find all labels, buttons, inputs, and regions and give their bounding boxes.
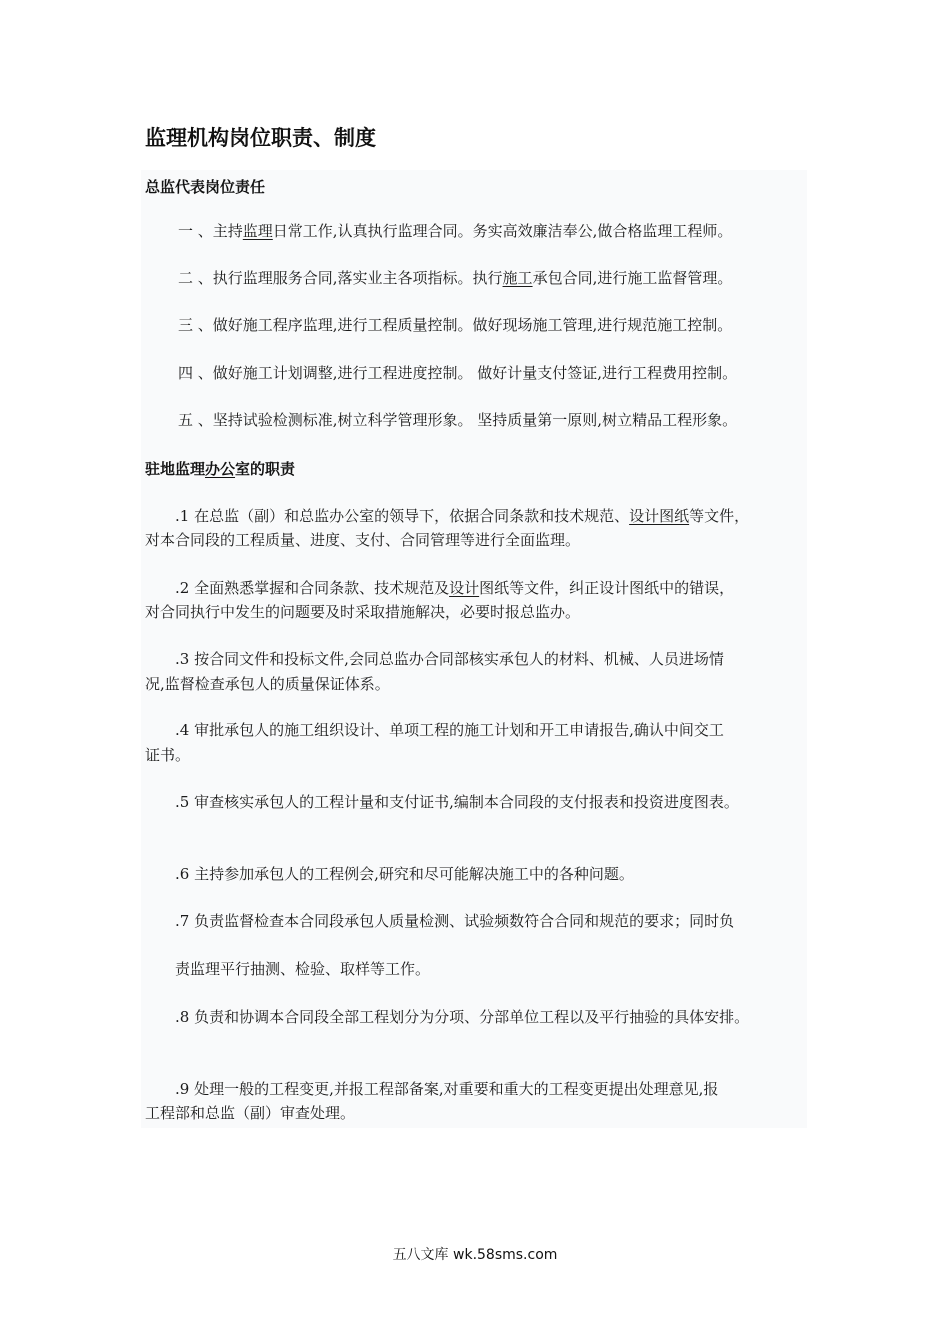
office-duty-1-line2: 对本合同段的工程质量、进度、支付、合同管理等进行全面监理。 — [145, 531, 581, 549]
duty-item-2-text-b: 承包合同,进行施工监督管理。 — [532, 269, 733, 287]
office-duty-6: .6 主持参加承包人的工程例会,研究和尽可能解决施工中的各种问题。 — [175, 865, 634, 883]
office-duty-3-line2: 况,监督检查承包人的质量保证体系。 — [145, 675, 390, 693]
section-heading-text-a: 驻地监理 — [145, 460, 206, 478]
office-duty-3-line1: .3 按合同文件和投标文件,会同总监办合同部核实承包人的材料、机械、人员进场情 — [175, 650, 724, 668]
office-duty-2-text-b: 图纸等文件，纠正设计图纸中的错误， — [479, 579, 735, 597]
office-duty-1-line1 — [175, 505, 749, 527]
footer-watermark: 五八文库 wk.58sms.com — [392, 1247, 558, 1263]
duty-item-4: 四 、做好施工计划调整,进行工程进度控制。 做好计量支付签证,进行工程费用控制。 — [178, 364, 738, 382]
office-duty-2-text-a: .2 全面熟悉掌握和合同条款、技术规范及 — [175, 579, 450, 597]
link-shigong[interactable]: 施工 — [502, 269, 533, 287]
office-duty-5: .5 审查核实承包人的工程计量和支付证书,编制本合同段的支付报表和投资进度图表。 — [175, 793, 739, 811]
office-duty-2-line1 — [175, 577, 734, 599]
office-duty-2-line2: 对合同执行中发生的问题要及时采取措施解决，必要时报总监办。 — [145, 603, 581, 621]
office-duty-4-line2: 证书。 — [145, 746, 191, 764]
office-duty-9-line2: 工程部和总监（副）审查处理。 — [145, 1104, 356, 1122]
link-bangong[interactable]: 办公 — [205, 460, 236, 478]
office-duty-7-line2: 责监理平行抽测、检验、取样等工作。 — [175, 960, 431, 978]
office-duty-9-line1: .9 处理一般的工程变更,并报工程部备案,对重要和重大的工程变更提出处理意见,报 — [175, 1080, 719, 1098]
duty-item-2-text-a: 二 、执行监理服务合同,落实业主各项指标。执行 — [178, 269, 503, 287]
duty-item-1 — [178, 220, 732, 242]
page-title: 监理机构岗位职责、制度 — [145, 126, 376, 150]
section-heading-resident-office — [145, 458, 295, 479]
duty-item-1-text-a: 一 、主持 — [178, 222, 243, 240]
office-duty-8: .8 负责和协调本合同段全部工程划分为分项、分部单位工程以及平行抽验的具体安排。 — [175, 1008, 750, 1026]
link-sheji-tuzhi[interactable]: 设计图纸 — [629, 507, 690, 525]
office-duty-4-line1: .4 审批承包人的施工组织设计、单项工程的施工计划和开工申请报告,确认中间交工 — [175, 721, 724, 739]
section-heading-chief-representative: 总监代表岗位责任 — [145, 178, 266, 196]
duty-item-5: 五 、坚持试验检测标准,树立科学管理形象。 坚持质量第一原则,树立精品工程形象。 — [178, 411, 738, 429]
office-duty-1-text-a: .1 在总监（副）和总监办公室的领导下，依据合同条款和技术规范、 — [175, 507, 630, 525]
office-duty-7-line1: .7 负责监督检查本合同段承包人质量检测、试验频数符合合同和规范的要求；同时负 — [175, 912, 735, 930]
duty-item-3: 三 、做好施工程序监理,进行工程质量控制。做好现场施工管理,进行规范施工控制。 — [178, 316, 733, 334]
duty-item-1-text-b: 日常工作,认真执行监理合同。务实高效廉洁奉公,做合格监理工程师。 — [272, 222, 733, 240]
duty-item-2 — [178, 267, 732, 289]
section-heading-text-b: 室的职责 — [235, 460, 296, 478]
link-sheji[interactable]: 设计 — [449, 579, 480, 597]
link-jianli[interactable]: 监理 — [242, 222, 273, 240]
office-duty-1-text-b: 等文件， — [689, 507, 750, 525]
